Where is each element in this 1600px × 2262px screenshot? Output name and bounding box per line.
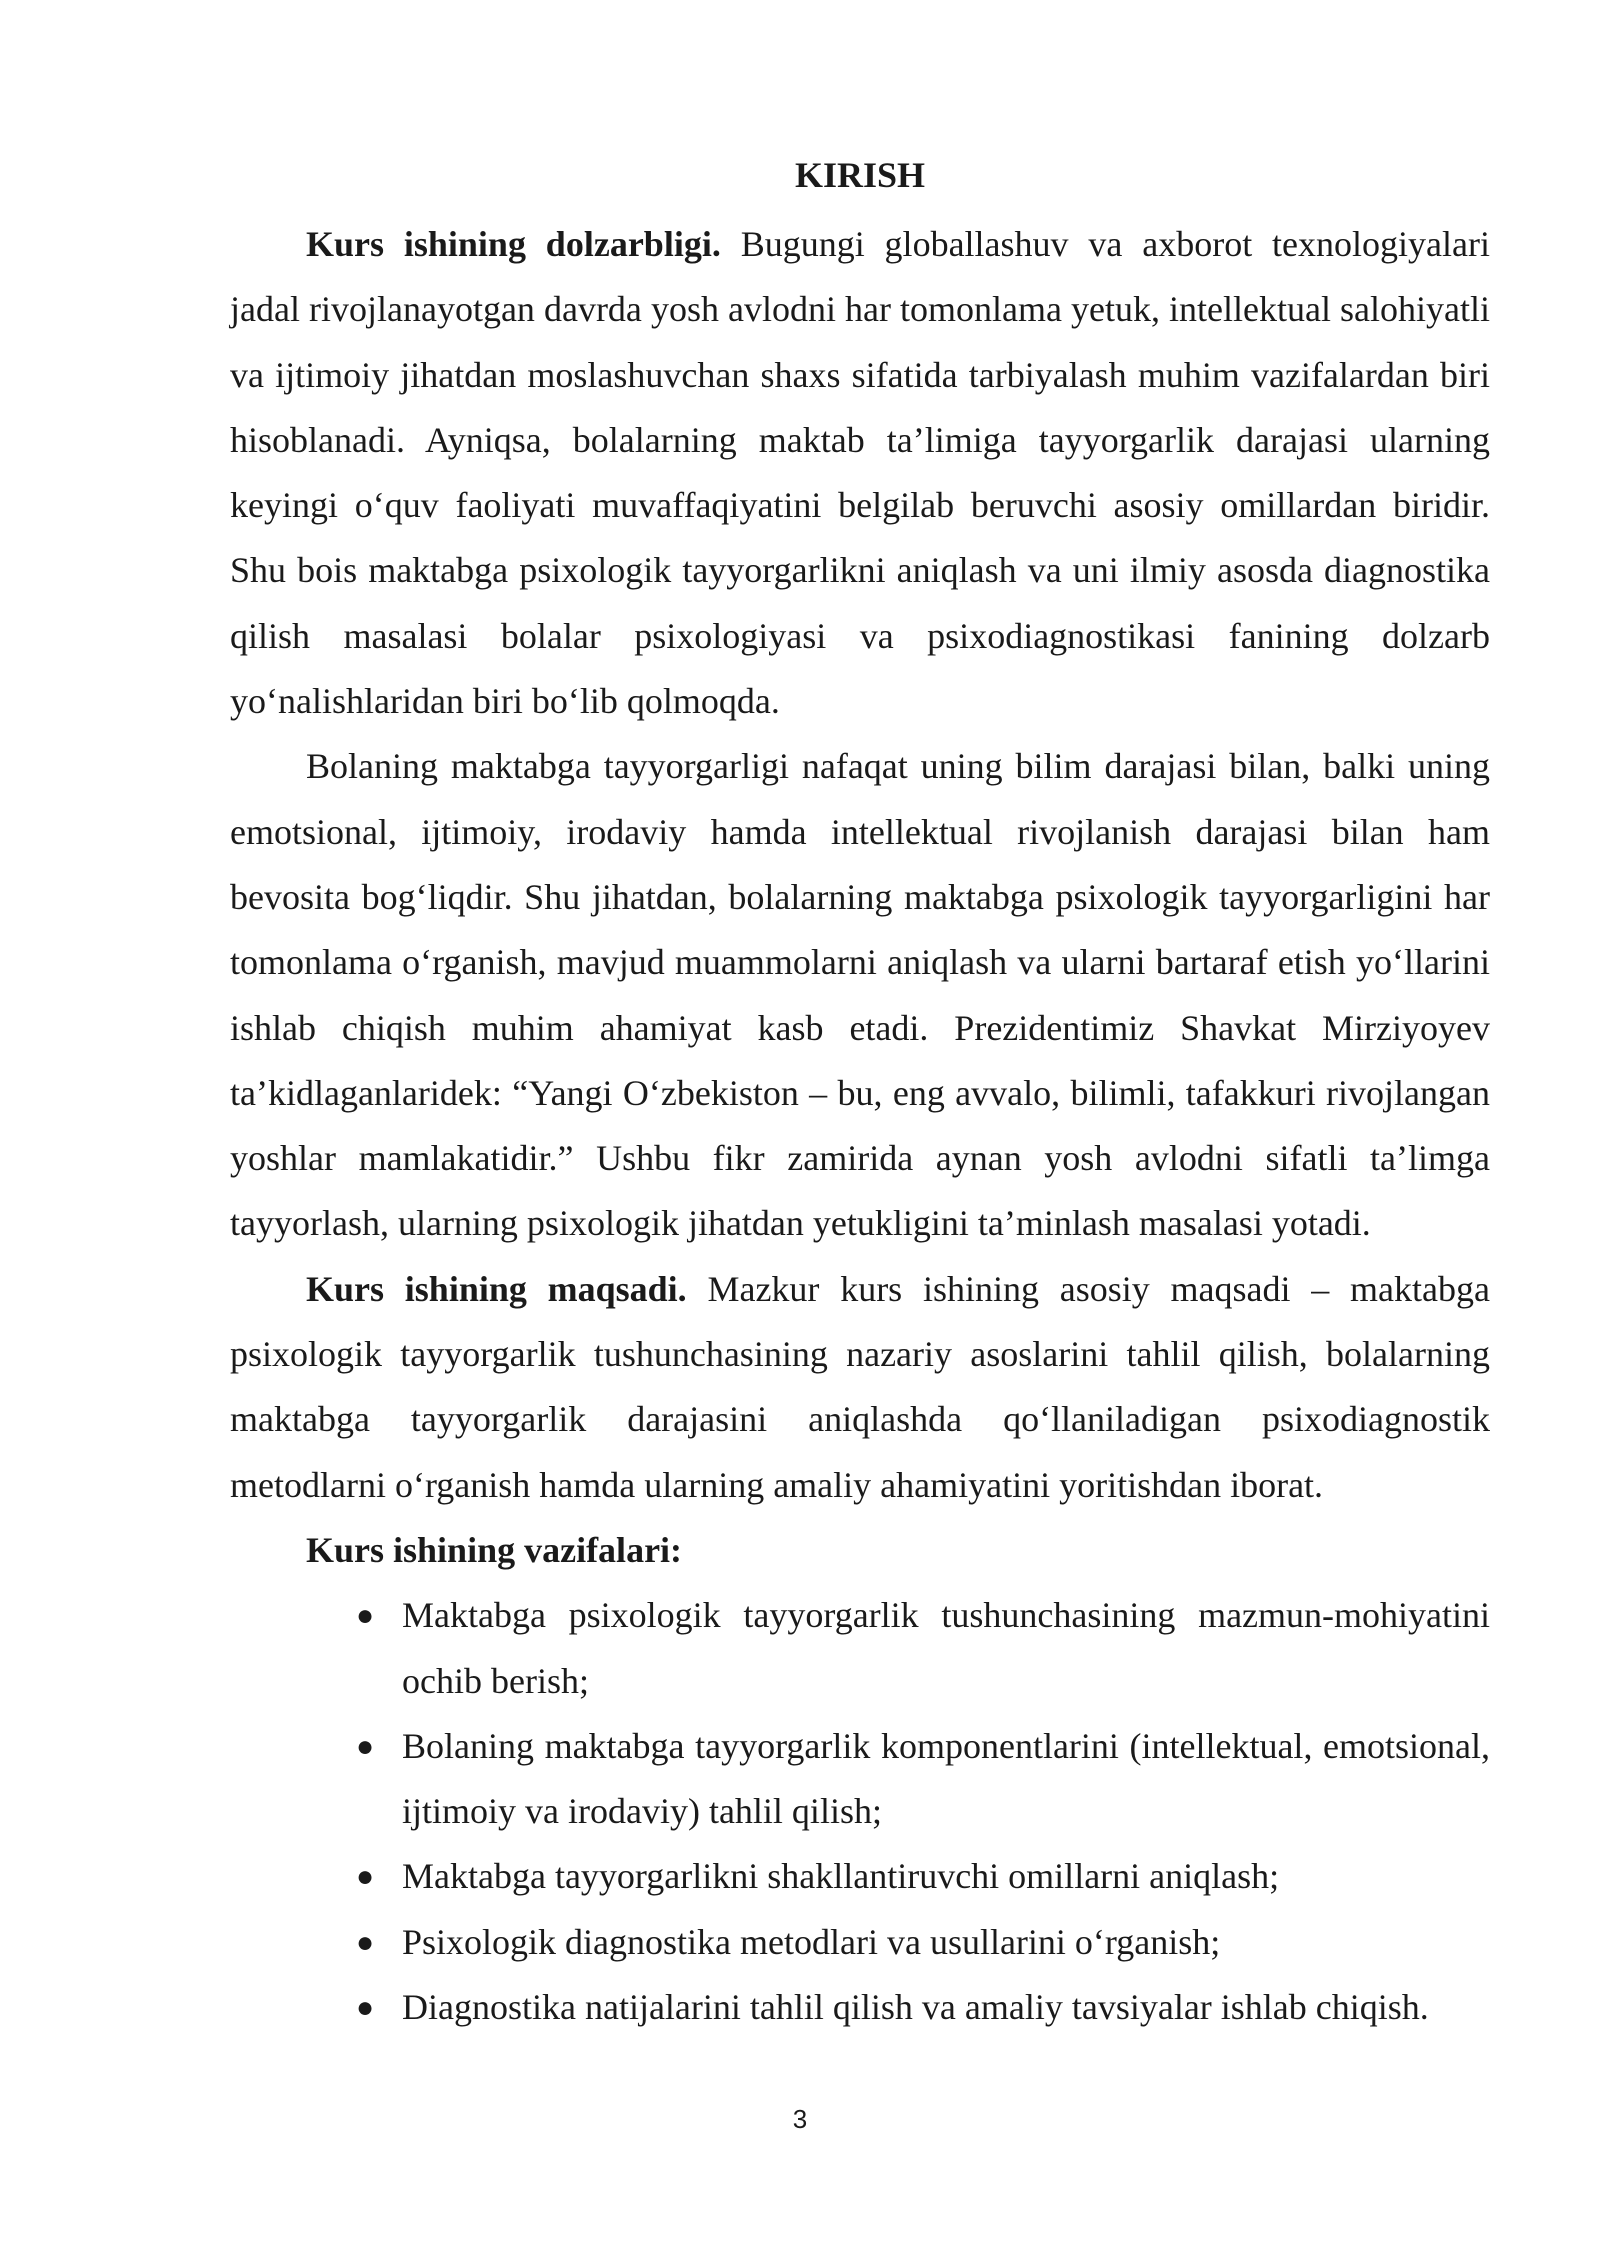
- list-item-text: Diagnostika natijalarini tahlil qilish va amaliy tavsiyalar ishlab chiqish.: [402, 1987, 1429, 2028]
- list-item: [356, 1844, 1490, 1909]
- page-number: 3: [792, 2104, 808, 2134]
- goal-text: Mazkur kurs ishining asosiy maqsadi – maktabga psixologik tayyorgarlik tushunchasining nazariy asoslarini tahlil qilish, bolalarning maktabga tayyorgarlik darajasini aniqlashda qo‘llaniladigan psixodiagnostik metodlarni o‘rganish hamda ularning amaliy ahamiyatini yoritishdan iborat.: [230, 1268, 1490, 1505]
- readiness-paragraph: Bolaning maktabga tayyorgarligi nafaqat uning bilim darajasi bilan, balki uning emotsional, ijtimoiy, irodaviy hamda intellektual rivojlanish darajasi bilan ham bevosita bog‘liqdir. Shu jihatdan, bolalarning maktabga psixologik tayyorgarligini har tomonlama o‘rganish, mavjud muammolarni aniqlash va ularni bartaraf etish yo‘llarini ishlab chiqish muhim ahamiyat kasb etadi. Prezidentimiz Shavkat Mirziyoyev ta’kidlaganlaridek: “Yangi O‘zbekiston – bu, eng avvalo, bilimli, tafakkuri rivojlangan yoshlar mamlakatidir.” Ushbu fikr zamirida aynan yosh avlodni sifatli ta’limga tayyorlash, ularning psixologik jihatdan yetukligini ta’minlash masalasi yotadi.: [230, 746, 1490, 1244]
- goal-paragraph: [230, 1257, 1490, 1518]
- tasks-list: [230, 1583, 1490, 2040]
- list-item-text: Bolaning maktabga tayyorgarlik komponentlarini (intellektual, emotsional, ijtimoiy va irodaviy) tahlil qilish;: [402, 1725, 1490, 1832]
- relevance-paragraph: [230, 212, 1490, 734]
- bullet-icon: ●: [356, 1860, 375, 1894]
- relevance-heading: Kurs ishining dolzarbligi.: [306, 224, 721, 264]
- tasks-heading: Kurs ishining vazifalari:: [306, 1529, 683, 1570]
- list-item: [356, 1975, 1490, 2040]
- list-item: [356, 1583, 1490, 1714]
- list-item-text: Psixologik diagnostika metodlari va usullarini o‘rganish;: [402, 1921, 1221, 1962]
- bullet-icon: ●: [356, 1925, 375, 1959]
- page-title: KIRISH: [794, 155, 926, 195]
- list-item-text: Maktabga tayyorgarlikni shakllantiruvchi omillarni aniqlash;: [402, 1856, 1280, 1897]
- list-item-text: Maktabga psixologik tayyorgarlik tushunchasining mazmun-mohiyatini ochib berish;: [402, 1595, 1490, 1701]
- bullet-icon: ●: [356, 1991, 375, 2025]
- bullet-icon: ●: [356, 1599, 375, 1633]
- bullet-icon: ●: [356, 1729, 375, 1763]
- relevance-text: Bugungi globallashuv va axborot texnologiyalari jadal rivojlanayotgan davrda yosh avlodni har tomonlama yetuk, intellektual salohiyatli va ijtimoiy jihatdan moslashuvchan shaxs sifatida tarbiyalash muhim vazifalardan biri hisoblanadi. Ayniqsa, bolalarning maktab ta’limiga tayyorgarlik darajasi ularning keyingi o‘quv faoliyati muvaffaqiyatini belgilab beruvchi asosiy omillardan biridir. Shu bois maktabga psixologik tayyorgarlikni aniqlash va uni ilmiy asosda diagnostika qilish masalasi bolalar psixologiyasi va psixodiagnostikasi fanining dolzarb yo‘nalishlaridan biri bo‘lib qolmoqda.: [230, 224, 1490, 722]
- document-page: [230, 148, 1490, 2040]
- list-item: [356, 1910, 1490, 1975]
- list-item: [356, 1714, 1490, 1845]
- goal-heading: Kurs ishining maqsadi.: [306, 1268, 687, 1309]
